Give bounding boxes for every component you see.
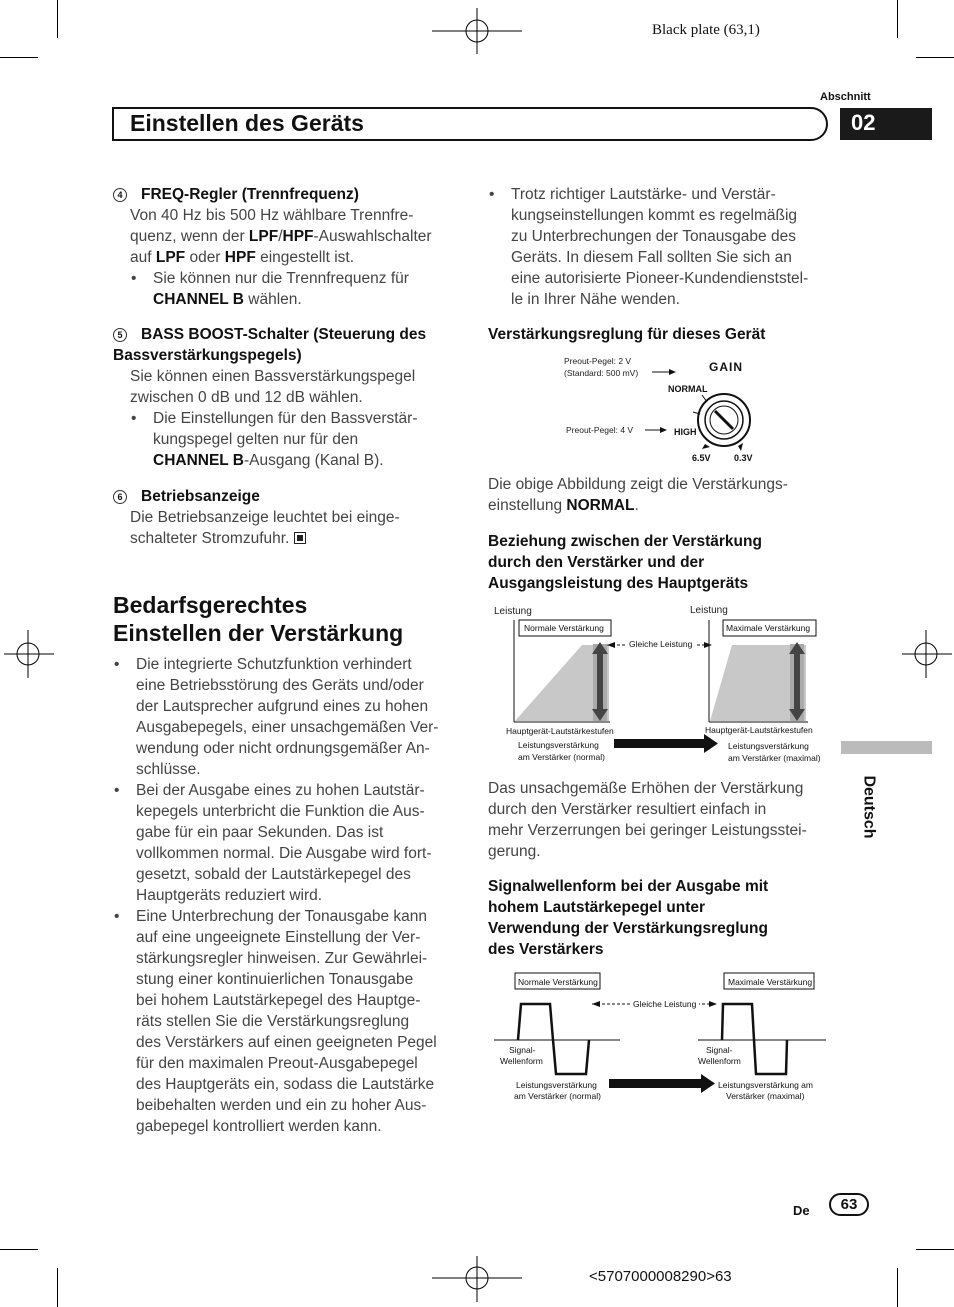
text-line: stärkungsregler hinweisen. Zur Gewährlei- <box>136 950 428 967</box>
relation-text: Das unsachgemäße Erhöhen der Verstärkung durch den Verstärker resultiert einfach in mehr Verzerrungen bei geringer Leistungsstei- gerung. <box>488 780 807 860</box>
signal-label-right-l1: Signal- <box>706 1045 733 1055</box>
normal-label: NORMAL <box>668 384 708 394</box>
text-line: des Verstärkers auf einen geeigneten Pegel <box>136 1034 437 1051</box>
right-caption-l2: Verstärker (maximal) <box>726 1091 805 1101</box>
gain-control-diagram <box>488 350 828 470</box>
text-line: le in Ihrer Nähe wenden. <box>511 291 680 308</box>
signal-label-left-l2: Wellenform <box>500 1056 543 1066</box>
text-line: schlüsse. <box>136 761 201 778</box>
text-line: räts stellen Sie die Verstärkungsreglung <box>136 1013 410 1030</box>
footer-language: De <box>793 1203 810 1218</box>
y-axis-label-right: Leistung <box>690 605 728 616</box>
text-line: Die integrierte Schutzfunktion verhindert <box>136 656 412 673</box>
left-caption-l1: Leistungsverstärkung <box>518 740 599 750</box>
relation-heading: Beziehung zwischen der Verstärkung durch den Verstärker und der Ausgangsleistung des Hauptgeräts <box>488 533 762 592</box>
preout-2v-label: Preout-Pegel: 2 V <box>564 356 632 366</box>
crop-mark <box>897 1268 898 1307</box>
normal-gain-label: Normale Verstärkung <box>524 623 604 633</box>
section-number: 02 <box>851 110 876 135</box>
text-line: Eine Unterbrechung der Tonausgabe kann <box>136 908 427 925</box>
equal-power-label: Gleiche Leistung <box>629 639 693 649</box>
language-tab <box>841 741 932 754</box>
equal-power-label: Gleiche Leistung <box>633 999 697 1009</box>
text-line: gabe für ein paar Sekunden. Das ist <box>136 824 384 841</box>
gain-heading: Verstärkungsreglung für dieses Gerät <box>488 326 766 343</box>
registration-mark-top <box>432 4 522 54</box>
text-line: beibehalten werden und ein zu hoher Aus- <box>136 1097 427 1114</box>
right-caption-l1: Leistungsverstärkung am <box>718 1080 813 1090</box>
text-line: Ausgabepegels, einer unsachgemäßen Ver- <box>136 719 439 736</box>
text-line: Sie können einen Bassverstärkungspegel <box>130 368 416 385</box>
abschnitt-label: Abschnitt <box>820 91 871 103</box>
crop-mark <box>57 1268 58 1307</box>
text-line: auf LPF oder HPF eingestellt ist. <box>130 249 354 266</box>
item-number-4: 4 <box>113 188 127 202</box>
crop-mark <box>0 1249 38 1250</box>
plate-label: Black plate (63,1) <box>652 22 760 38</box>
bullet-icon: • <box>114 656 120 673</box>
text-line: gabepegel kontrolliert werden kann. <box>136 1118 382 1135</box>
item-title: FREQ-Regler (Trennfrequenz) <box>141 186 359 203</box>
registration-mark-right <box>902 630 952 678</box>
end-mark-icon <box>294 532 306 544</box>
crop-mark <box>916 57 954 58</box>
item-6 <box>113 486 458 549</box>
item-5 <box>113 324 458 471</box>
text-line: stung einer kontinuierlichen Tonausgabe <box>136 971 414 988</box>
right-bullet <box>488 184 833 310</box>
signal-label-right-l2: Wellenform <box>698 1056 741 1066</box>
text-line: vollkommen normal. Die Ausgabe wird fort- <box>136 845 432 862</box>
voltage-0-3-label: 0.3V <box>734 453 753 463</box>
text-line: Von 40 Hz bis 500 Hz wählbare Trennfre- <box>130 207 414 224</box>
bullet-icon: • <box>114 908 120 925</box>
max-gain-label: Maximale Verstärkung <box>728 977 813 987</box>
bullet-item: • Sie können nur die Trennfrequenz für CHANNEL B wählen. <box>131 270 409 308</box>
registration-mark-left <box>4 630 54 678</box>
barcode-text: <5707000008290>63 <box>589 1268 732 1285</box>
registration-mark-bottom <box>432 1256 522 1306</box>
language-label: Deutsch <box>860 775 878 839</box>
right-caption-l1: Leistungsverstärkung <box>728 741 809 751</box>
right-caption-l2: am Verstärker (maximal) <box>728 753 821 763</box>
text-line: Geräts. In diesem Fall sollten Sie sich an <box>511 249 792 266</box>
text-line: auf eine ungeeignete Einstellung der Ver- <box>136 929 421 946</box>
bullet-icon: • <box>489 186 495 203</box>
text-line: der Lautsprecher aufgrund eines zu hohen <box>136 698 429 715</box>
item-title: Betriebsanzeige <box>141 488 260 505</box>
y-axis-label-left: Leistung <box>494 606 532 617</box>
left-caption-l1: Leistungsverstärkung <box>516 1080 597 1090</box>
page-number: 63 <box>829 1193 869 1216</box>
crop-mark <box>897 0 898 38</box>
item-number-5: 5 <box>113 328 127 342</box>
item-number-6: 6 <box>113 490 127 504</box>
text-line: Die Betriebsanzeige leuchtet bei einge- <box>130 509 400 526</box>
text-line: bei hohem Lautstärkepegel des Hauptge- <box>136 992 421 1009</box>
bullet-item: • Die Einstellungen für den Bassverstär- kungspegel gelten nur für den CHANNEL B-Ausgang (Kanal B). <box>131 410 418 469</box>
normal-gain-label: Normale Verstärkung <box>518 977 598 987</box>
bullet-icon: • <box>114 782 120 799</box>
signal-waveform-diagram <box>488 966 833 1106</box>
voltage-6-5-label: 6.5V <box>692 453 711 463</box>
text-line: schalteter Stromzufuhr. <box>130 528 458 549</box>
left-bullet-list <box>113 654 458 1137</box>
left-caption-l2: am Verstärker (normal) <box>518 752 605 762</box>
text-line: für den maximalen Preout-Ausgabepegel <box>136 1055 418 1072</box>
item-title: BASS BOOST-Schalter (Steuerung des <box>141 326 427 343</box>
left-caption-l2: am Verstärker (normal) <box>514 1091 601 1101</box>
header-title: Einstellen des Geräts <box>130 110 364 136</box>
crop-mark <box>916 1249 954 1250</box>
text-line: zu Unterbrechungen der Tonausgabe des <box>511 228 796 245</box>
section-heading: Bedarfsgerechtes Einstellen der Verstärkung <box>113 592 404 646</box>
bullet-item <box>113 906 458 1137</box>
text-line: wendung oder nicht ordnungsgemäßer An- <box>136 740 430 757</box>
text-line: kungseinstellungen kommt es regelmäßig <box>511 207 798 224</box>
signal-label-left-l1: Signal- <box>509 1045 536 1055</box>
preout-2v-standard: (Standard: 500 mV) <box>564 368 639 378</box>
crop-mark <box>57 0 58 38</box>
gain-caption: Die obige Abbildung zeigt die Verstärkungs- einstellung NORMAL. <box>488 476 788 514</box>
text-line: des Hauptgeräts ein, sodass die Lautstärke <box>136 1076 435 1093</box>
max-gain-label: Maximale Verstärkung <box>726 623 811 633</box>
text-line: quenz, wenn der LPF/HPF-Auswahlschalter <box>130 228 432 245</box>
item-title-cont: Bassverstärkungspegels) <box>113 347 302 364</box>
arrow-icon <box>701 1074 715 1093</box>
gain-label: GAIN <box>709 360 743 374</box>
text-line: eine autorisierte Pioneer-Kundendienststel- <box>511 270 809 287</box>
x-axis-label-right: Hauptgerät-Lautstärkestufen <box>705 725 813 735</box>
high-label: HIGH <box>674 427 697 437</box>
text-line: Bei der Ausgabe eines zu hohen Lautstär- <box>136 782 425 799</box>
bullet-item <box>488 184 833 310</box>
arrow-icon <box>704 734 718 753</box>
power-gain-diagram <box>488 600 833 768</box>
preout-4v-label: Preout-Pegel: 4 V <box>566 425 634 435</box>
text-line: eine Betriebsstörung des Geräts und/oder <box>136 677 424 694</box>
bullet-item <box>113 780 458 906</box>
text-line: zwischen 0 dB und 12 dB wählen. <box>130 389 363 406</box>
text-line: Trotz richtiger Lautstärke- und Verstär- <box>511 186 776 203</box>
crop-mark <box>0 57 38 58</box>
signal-heading: Signalwellenform bei der Ausgabe mit hohem Lautstärkepegel unter Verwendung der Verstärkungsreglung des Verstärkers <box>488 878 769 958</box>
bullet-item <box>113 654 458 780</box>
item-4 <box>113 184 458 310</box>
text-line: Hauptgeräts reduziert wird. <box>136 887 323 904</box>
text-line: gesetzt, sobald der Lautstärkepegel des <box>136 866 411 883</box>
text-line: kepegels unterbricht die Funktion die Aus- <box>136 803 425 820</box>
x-axis-label-left: Hauptgerät-Lautstärkestufen <box>506 726 614 736</box>
